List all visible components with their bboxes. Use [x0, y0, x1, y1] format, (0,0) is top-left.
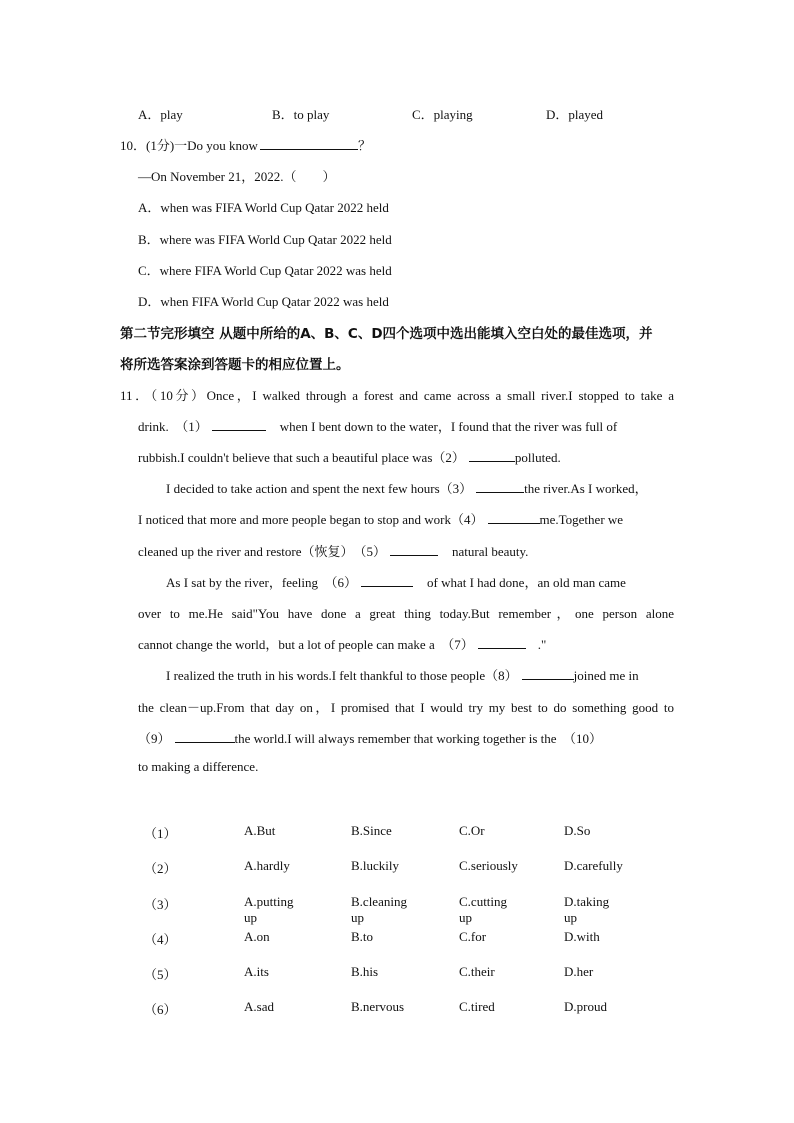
q9-option-b: B．to play — [272, 107, 330, 122]
q10-stem-prefix: 10．(1分)一Do you know — [120, 138, 258, 153]
option-c: C.their — [459, 964, 495, 979]
q9-option-d: D．played — [546, 107, 604, 122]
q11-text: （9） — [138, 731, 171, 746]
option-number: （5） — [144, 967, 177, 982]
blank-8 — [522, 667, 574, 680]
q10-option-a: A．when was FIFA World Cup Qatar 2022 held — [138, 200, 389, 215]
q11-text: of what I had done，an old man came — [426, 575, 626, 590]
q10-answer-line: —On November 21，2022.（ ） — [138, 169, 336, 184]
option-number: （6） — [144, 1002, 177, 1017]
option-number: （1） — [144, 826, 177, 841]
section2-heading-line1: 第二节完形填空 从题中所给的A、B、C、D四个选项中选出能填入空白处的最佳选项，并 — [120, 326, 653, 342]
option-d: D.her — [564, 964, 594, 979]
q11-text: drink. （1） — [138, 419, 208, 434]
option-number: （2） — [144, 861, 177, 876]
q11-text: As I sat by the river，feeling （6） — [166, 575, 357, 590]
q11-text: the world.I will always remember that working together is the （10） — [234, 731, 603, 746]
option-b: B.nervous — [351, 999, 405, 1014]
blank-2 — [469, 449, 515, 462]
blank-6 — [361, 574, 413, 587]
q9-option-c: C．playing — [412, 107, 473, 122]
section2-heading-line2: 将所选答案涂到答题卡的相应位置上。 — [120, 357, 350, 373]
q11-p2-line1 — [166, 478, 648, 497]
q10-option-c: C．where FIFA World Cup Qatar 2022 was held — [138, 263, 392, 278]
q11-text: joined me in — [573, 668, 639, 683]
option-a: A.sad — [244, 999, 274, 1014]
option-b: B.to — [351, 929, 374, 944]
q11-p3-line2: over to me.He said"You have done a great thing today.But remember，one person alone — [138, 606, 674, 621]
q11-text: ." — [537, 637, 547, 652]
q11-p2-line2 — [138, 509, 674, 528]
q11-p3-line3 — [138, 634, 674, 653]
option-d: D.with — [564, 929, 600, 944]
blank-3 — [476, 480, 524, 493]
blank-7 — [478, 636, 526, 649]
q11-p1-line2 — [138, 416, 674, 435]
option-number: （3） — [144, 897, 177, 912]
option-b: B.luckily — [351, 858, 400, 873]
q11-text: cleaned up the river and restore（恢复） （5） — [138, 544, 387, 559]
q9-option-a: A．play — [138, 107, 183, 122]
blank-5 — [390, 543, 438, 556]
q11-text: me.Together we — [539, 512, 624, 527]
q10-option-b: B．where was FIFA World Cup Qatar 2022 held — [138, 232, 392, 247]
blank-1 — [212, 418, 266, 431]
option-number: （4） — [144, 932, 177, 947]
q11-text: I noticed that more and more people began to stop and work（4） — [138, 512, 484, 527]
option-b: B.Since — [351, 823, 392, 838]
option-d: D.So — [564, 823, 591, 838]
q11-text: polluted. — [514, 450, 561, 465]
option-c: C.seriously — [459, 858, 518, 873]
option-a: A.on — [244, 929, 270, 944]
option-b: B.cleaning up — [351, 894, 407, 925]
option-a: A.putting up — [244, 894, 294, 925]
option-a: A.its — [244, 964, 269, 979]
option-c: C.Or — [459, 823, 485, 838]
q11-p1-line1: 11．（10分）Once，I walked through a forest and came across a small river.I stopped to take a — [120, 388, 674, 403]
q11-p4-line4: to making a difference. — [138, 759, 259, 774]
option-b: B.his — [351, 964, 379, 979]
q11-text: I decided to take action and spent the next few hours（3） — [166, 481, 473, 496]
q11-p4-line1 — [166, 665, 639, 684]
q11-text: the river.As I worked， — [524, 481, 648, 496]
blank-4 — [488, 511, 540, 524]
option-a: A.But — [244, 823, 276, 838]
q10-stem — [120, 135, 371, 154]
q11-p2-line3 — [138, 541, 674, 560]
option-c: C.for — [459, 929, 487, 944]
q10-option-d: D．when FIFA World Cup Qatar 2022 was held — [138, 294, 389, 309]
q11-p3-line1 — [166, 572, 626, 591]
option-a: A.hardly — [244, 858, 290, 873]
q11-p4-line3 — [138, 728, 674, 747]
q10-stem-suffix: ？ — [357, 138, 371, 153]
option-d: D.proud — [564, 999, 607, 1014]
blank-9 — [175, 730, 235, 743]
q11-p1-line3 — [138, 447, 674, 466]
q11-p4-line2: the clean－up.From that day on，I promised that I would try my best to do something good to — [138, 700, 674, 715]
q10-blank — [260, 137, 358, 150]
option-d: D.taking up — [564, 894, 610, 925]
option-c: C.tired — [459, 999, 495, 1014]
option-c: C.cutting up — [459, 894, 508, 925]
q11-text: rubbish.I couldn't believe that such a beautiful place was（2） — [138, 450, 465, 465]
q11-text: I realized the truth in his words.I felt thankful to those people（8） — [166, 668, 518, 683]
q11-text: when I bent down to the water，I found that the river was full of — [279, 419, 618, 434]
q11-text: natural beauty. — [452, 544, 529, 559]
option-d: D.carefully — [564, 858, 623, 873]
q11-text: cannot change the world，but a lot of people can make a （7） — [138, 637, 474, 652]
